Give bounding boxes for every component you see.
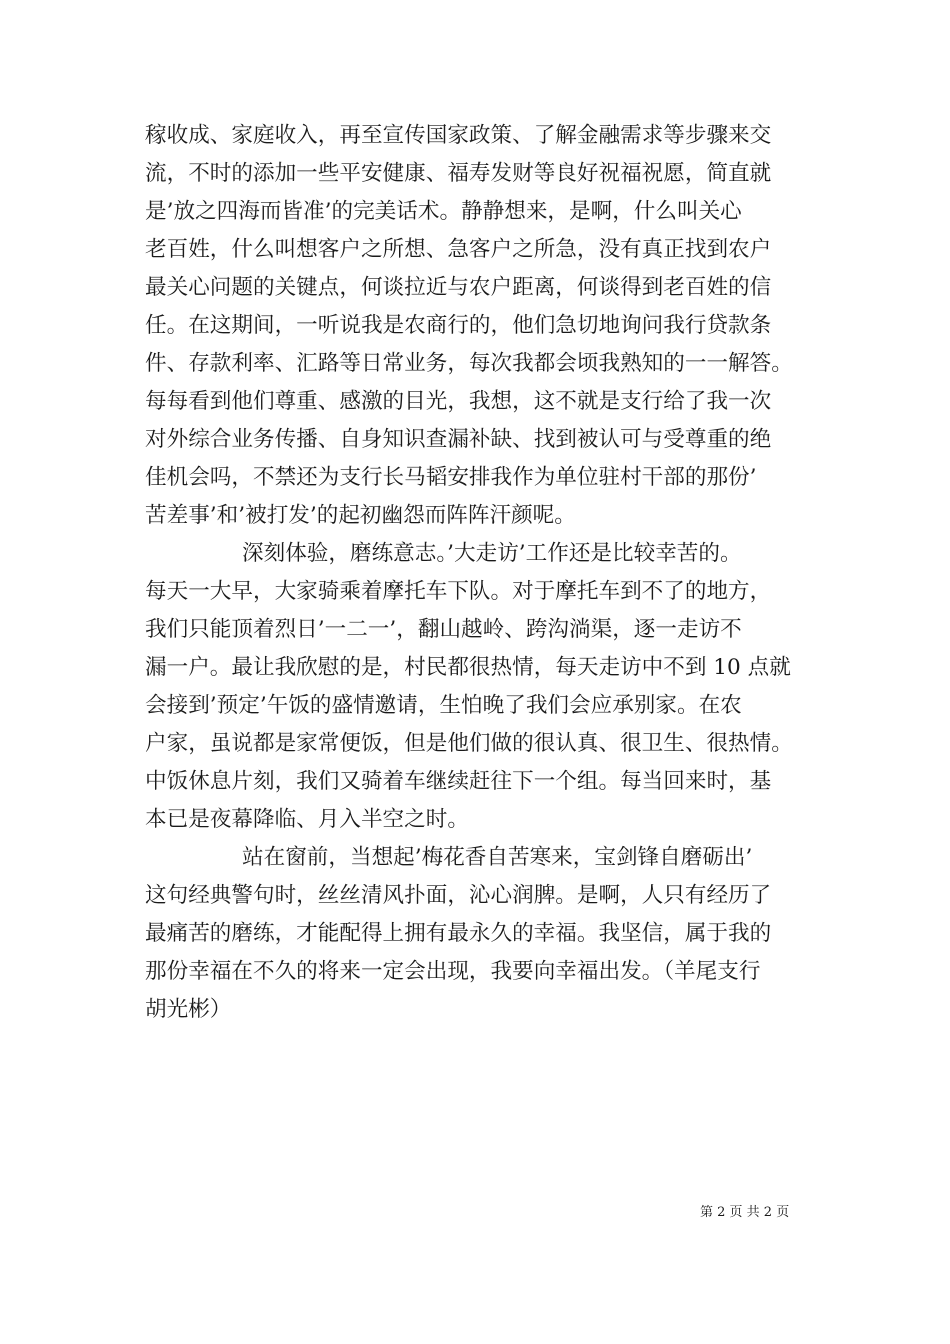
paragraph-start-line: 站在窗前，当想起’梅花香自苦寒来，宝剑锋自磨砺出’: [242, 845, 753, 870]
text-line: 会接到’预定’午饭的盛情邀请，生怕晚了我们会应承别家。在农: [145, 693, 742, 718]
text-line: 任。在这期间，一听说我是农商行的，他们急切地询问我行贷款条: [145, 313, 772, 338]
text-line: 是’放之四海而皆准’的完美话术。静静想来，是啊，什么叫关心: [145, 199, 742, 224]
text-line: 苦差事’和’被打发’的起初幽怨而阵阵汗颜呢。: [145, 503, 576, 528]
text-line: 件、存款利率、汇路等日常业务，每次我都会顷我熟知的一一解答。: [145, 351, 793, 376]
text-line: 我们只能顶着烈日’一二一’，翻山越岭、跨沟淌渠，逐一走访不: [145, 617, 742, 642]
text-line: 中饭休息片刻，我们又骑着车继续赶往下一个组。每当回来时，基: [145, 769, 772, 794]
text-line: 对外综合业务传播、自身知识查漏补缺、找到被认可与受尊重的绝: [145, 427, 772, 452]
text-line: 户家，虽说都是家常便饭，但是他们做的很认真、很卫生、很热情。: [145, 731, 793, 756]
text-line: 老百姓，什么叫想客户之所想、急客户之所急，没有真正找到农户: [145, 237, 772, 262]
text-line: 最关心问题的关键点，何谈拉近与农户距离，何谈得到老百姓的信: [145, 275, 772, 300]
text-line: 佳机会吗，不禁还为支行长马韬安排我作为单位驻村干部的那份’: [145, 465, 757, 490]
text-line: 流，不时的添加一些平安健康、福寿发财等良好祝福祝愿，简直就: [145, 161, 772, 186]
text-line: 最痛苦的磨练，才能配得上拥有最永久的幸福。我坚信，属于我的: [145, 921, 772, 946]
text-line: 胡光彬）: [145, 997, 232, 1022]
text-line: 本已是夜幕降临、月入半空之时。: [145, 807, 469, 832]
text-line: 那份幸福在不久的将来一定会出现，我要向幸福出发。（羊尾支行: [145, 959, 761, 984]
page-number-footer: 第 2 页 共 2 页: [700, 1205, 790, 1220]
text-line: 漏一户。最让我欣慰的是，村民都很热情，每天走访中不到 10 点就: [145, 655, 791, 680]
body-text: [145, 117, 825, 1029]
text-line: 这句经典警句时，丝丝清风扑面，沁心润脾。是啊，人只有经历了: [145, 883, 772, 908]
paragraph-start-line: 深刻体验，磨练意志。’大走访’工作还是比较幸苦的。: [242, 541, 742, 566]
text-line: 每每看到他们尊重、感激的目光，我想，这不就是支行给了我一次: [145, 389, 772, 414]
text-line: 稼收成、家庭收入，再至宣传国家政策、了解金融需求等步骤来交: [145, 123, 772, 148]
text-line: 每天一大早，大家骑乘着摩托车下队。对于摩托车到不了的地方，: [145, 579, 772, 604]
